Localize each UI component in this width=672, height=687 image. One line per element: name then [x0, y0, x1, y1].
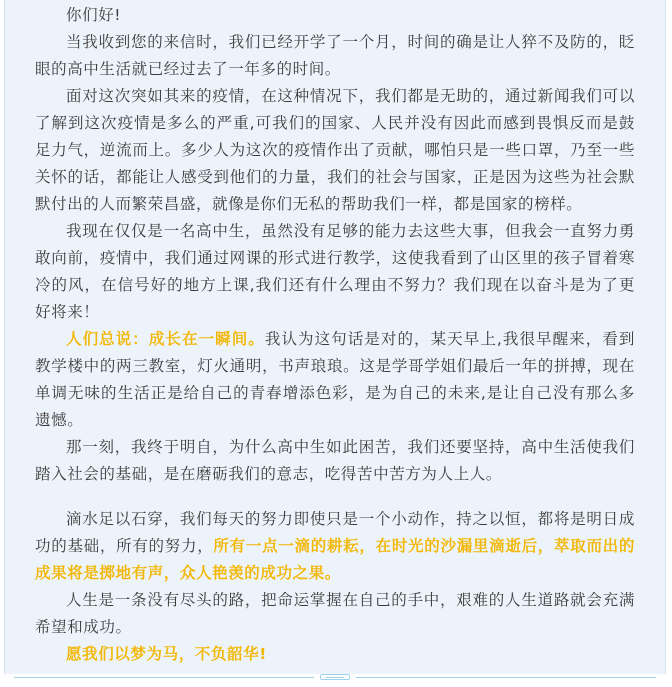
paragraph-6 [35, 506, 635, 587]
paragraph-7: 人生是一条没有尽头的路，把命运掌握在自己的手中，艰难的人生道路就会充满希望和成功。 [35, 591, 635, 636]
highlight-quote: 人们总说：成长在一瞬间。 [66, 330, 265, 348]
divider-ornament-icon [320, 674, 350, 680]
paragraph-4 [35, 326, 635, 434]
bottom-divider [4, 674, 666, 680]
paragraph-2: 面对这次突如其来的疫情，在这种情况下，我们都是无助的，通过新闻我们可以了解到这次疫情是多么的严重,可我们的国家、人民并没有因此而感到畏惧反而是鼓足力气，逆流而上。多少人为这次的疫情作出了贡献，哪怕只是一些口罩，乃至一些关怀的话，都能让人感受到他们的力量，我们的社会与国家，正是因为这些为社会默默付出的人而繁荣昌盛，就像是你们无私的帮助我们一样，都是国家的榜样。 [35, 87, 635, 213]
paragraph-gap [35, 488, 635, 506]
paragraph-3: 我现在仅仅是一名高中生，虽然没有足够的能力去这些大事，但我会一直努力勇敢向前，疫情中，我们通过网课的形式进行教学，这使我看到了山区里的孩子冒着寒冷的风，在信号好的地方上课,我们还有什么理由不努力？我们现在以奋斗是为了更好将来！ [35, 222, 635, 321]
paragraph-6-text: 滴水足以石穿，我们每天的努力即使只是一个小动作，持之以恒，都将是明日成功的基础，所有的努力， [35, 510, 635, 555]
closing-line [35, 641, 635, 668]
paragraph-4-text: 我认为这句话是对的，某天早上,我很早醒来，看到教学楼中的两三教室，灯火通明，书声琅琅。这是学哥学姐们最后一年的拼搏，现在单调无味的生活正是给自己的青春增添色彩，是为自己的未来,是让自己没有那么多遗憾。 [35, 330, 635, 429]
highlight-sentence: 所有一点一滴的耕耘，在时光的沙漏里滴逝后，萃取而出的成果将是掷地有声，众人艳羡的成功之果。 [35, 537, 635, 582]
divider-line-left [14, 677, 314, 678]
paragraph-5: 那一刻，我终于明自，为什么高中生如此困苦，我们还要坚持，高中生活使我们踏入社会的基础，是在磨砺我们的意志，吃得苦中苦方为人上人。 [35, 438, 635, 483]
letter-body [4, 0, 666, 674]
divider-line-right [356, 677, 656, 678]
paragraph-1: 当我收到您的来信时，我们已经开学了一个月，时间的确是让人猝不及防的，眨眼的高中生活就已经过去了一年多的时间。 [35, 33, 635, 78]
greeting: 你们好! [66, 6, 122, 24]
closing-highlight: 愿我们以梦为马，不负韶华! [66, 645, 267, 663]
